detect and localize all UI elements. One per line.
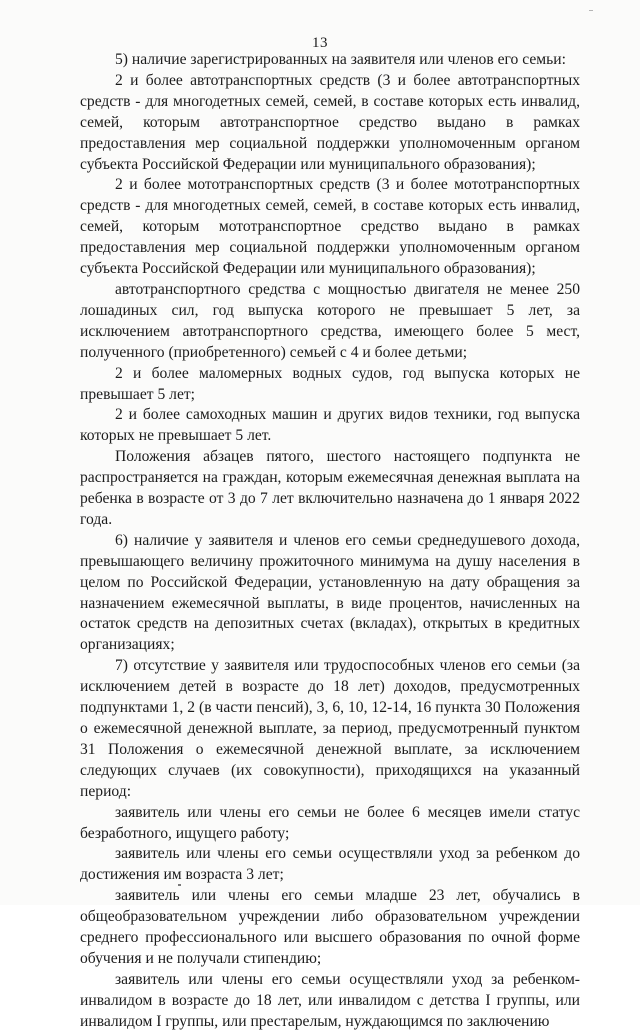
- paragraph: заявитель или члены его семьи младше 23 лет, обучались в общеобразовательном учреждении либо образовательном учреждении среднего профессионального или высшего образования по очной форме обучения и не получали стипендию;: [80, 887, 580, 967]
- paragraph: заявитель или члены его семьи не более 6 месяцев имели статус безработного, ищущего работу;: [80, 803, 580, 842]
- paragraph: 6) наличие у заявителя и членов его семьи среднедушевого дохода, превышающего величину прожиточного минимума на душу населения в целом по Российской Федерации, установленную на дату обращения за назначением ежемесячной выплаты, в виде процентов, начисленных на остаток средств на депозитных счетах (вкладах), открытых в кредитных организациях;: [80, 531, 580, 654]
- paragraph: 2 и более автотранспортных средств (3 и более автотранспортных средств - для многодетных семей, семей, в составе которых есть инвалид, семей, которым автотранспортное средство выдано в рамках предоставления мер социальной поддержки уполномоченным органом субъекта Российской Федерации или муниципального образования);: [80, 71, 580, 173]
- paragraph: 7) отсутствие у заявителя или трудоспособных членов его семьи (за исключением детей в возрасте до 18 лет) доходов, предусмотренных подпунктами 1, 2 (в части пенсий), 3, 6, 10, 12-14, 16 пункта 30 Положения о ежемесячной денежной выплате, за период, предусмотренный пунктом 31 Положения о ежемесячной денежной выплате, за исключением следующих случаев (их совокупности), приходящихся на указанный период:: [80, 657, 580, 800]
- paragraph: 2 и более самоходных машин и других видов техники, год выпуска которых не превышает 5 лет.: [80, 406, 580, 445]
- paragraph: 5) наличие зарегистрированных на заявителя или членов его семьи:: [115, 51, 566, 68]
- paragraph: заявитель или члены его семьи осуществляли уход за ребенком-инвалидом в возрасте до 18 лет, или инвалидом с детства I группы, или инвалидом I группы, или престарелым, нуждающимся по заключению: [80, 970, 580, 1030]
- paragraph: 2 и более маломерных водных судов, год выпуска которых не превышает 5 лет;: [80, 364, 580, 403]
- document-body: [80, 50, 580, 1033]
- paragraph: автотранспортного средства с мощностью двигателя не менее 250 лошадиных сил, год выпуска которого не превышает 5 лет, за исключением автотранспортного средства, имеющего более 5 мест, полученного (приобретенного) семьей с 4 и более детьми;: [80, 280, 580, 361]
- scan-mark: [589, 10, 593, 11]
- page-number: 13: [312, 35, 328, 51]
- paragraph: 2 и более мототранспортных средств (3 и более мототранспортных средств - для многодетных семей, семей, в составе которых есть инвалид, семей, которым мототранспортное средство выдано в рамках предоставления мер социальной поддержки уполномоченным органом субъекта Российской Федерации или муниципального образования);: [80, 176, 580, 278]
- paragraph: Положения абзацев пятого, шестого настоящего подпункта не распространяется на граждан, которым ежемесячная денежная выплата на ребенка в возрасте от 3 до 7 лет включительно назначена до 1 января 2022 года.: [80, 448, 580, 528]
- paragraph: заявитель или члены его семьи осуществляли уход за ребенком до достижения им возраста 3 лет;: [80, 845, 580, 884]
- scan-speck: [178, 884, 181, 886]
